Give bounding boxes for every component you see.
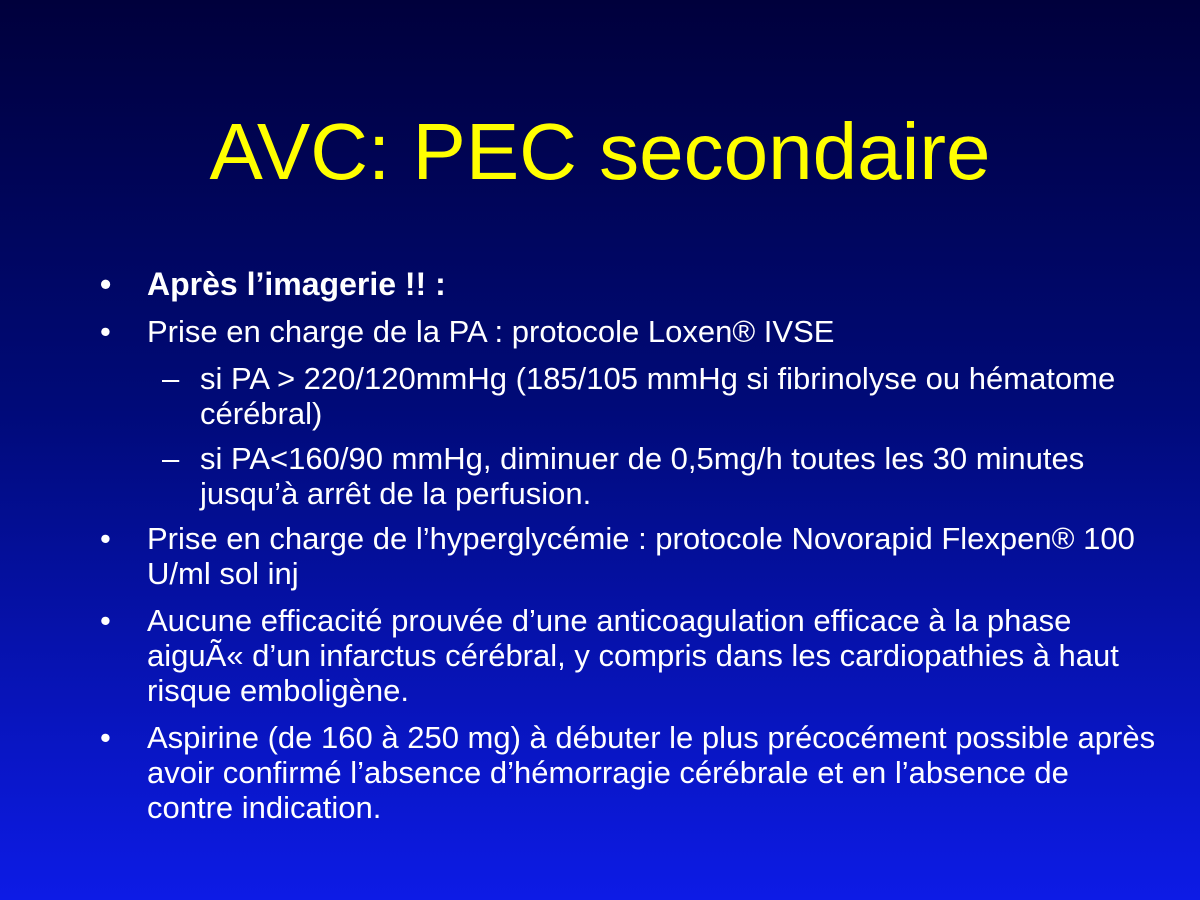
bullet-text: Après l’imagerie !! : <box>147 266 446 302</box>
sub-bullet-bp-decrease <box>100 441 1160 511</box>
bullet-text: Prise en charge de l’hyperglycémie : protocole Novorapid Flexpen® 100 U/ml sol inj <box>147 521 1135 591</box>
slide-body <box>100 262 1160 837</box>
bullet-text: Aucune efficacité prouvée d’une anticoagulation efficace à la phase aiguÃ« d’un infarctus cérébral, y compris dans les cardiopathies à haut risque emboligène. <box>147 603 1119 708</box>
sub-bullet-bp-threshold <box>100 361 1160 431</box>
bullet-after-imaging <box>100 262 1160 306</box>
bullet-aspirin <box>100 720 1160 825</box>
sub-bullet-text: si PA > 220/120mmHg (185/105 mmHg si fibrinolyse ou hématome cérébral) <box>200 361 1116 431</box>
bullet-text: Aspirine (de 160 à 250 mg) à débuter le plus précocément possible après avoir confirmé l’absence d’hémorragie cérébrale et en l’absence de contre indication. <box>147 720 1156 825</box>
sub-bullet-text: si PA<160/90 mmHg, diminuer de 0,5mg/h toutes les 30 minutes jusqu’à arrêt de la perfusion. <box>200 441 1085 511</box>
bullet-anticoagulation <box>100 603 1160 708</box>
bullet-marker: • <box>100 720 111 755</box>
sub-bullet-marker: – <box>162 441 180 476</box>
bullet-marker: • <box>100 314 111 349</box>
bullet-marker: • <box>100 603 111 638</box>
sub-bullet-marker: – <box>162 361 180 396</box>
bullet-bp-management <box>100 314 1160 349</box>
bullet-marker: • <box>100 521 111 556</box>
slide-title: AVC: PEC secondaire <box>209 107 991 196</box>
bullet-text: Prise en charge de la PA : protocole Loxen® IVSE <box>147 314 835 349</box>
bullet-marker: • <box>100 266 112 302</box>
bullet-hyperglycemia <box>100 521 1160 591</box>
